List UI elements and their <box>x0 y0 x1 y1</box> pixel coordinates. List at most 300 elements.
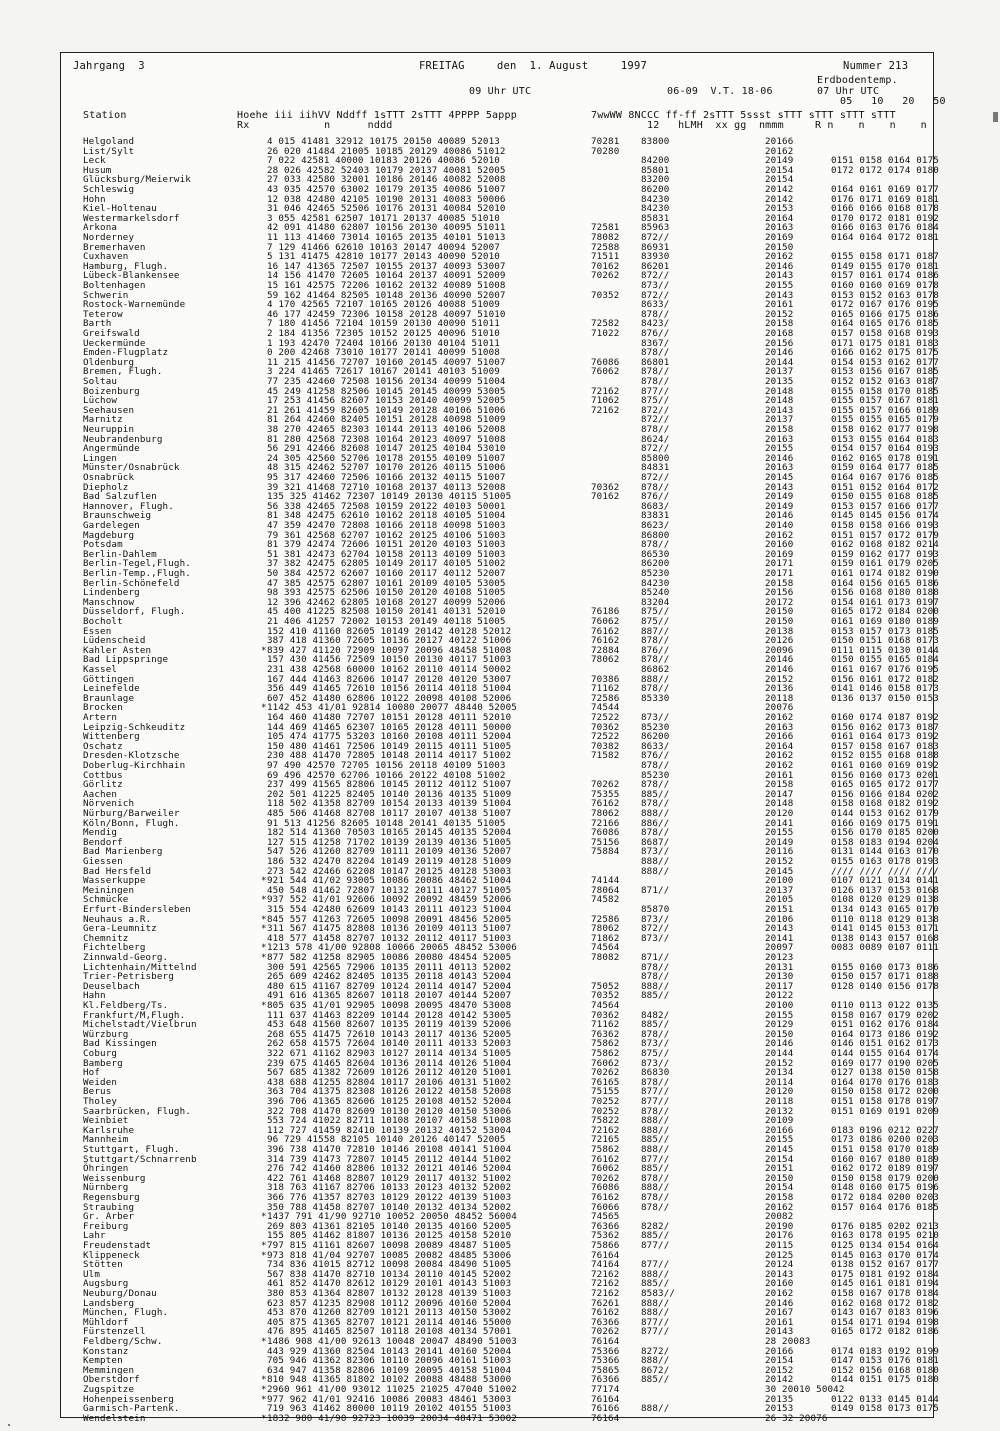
station-name: Leinefelde <box>83 683 140 695</box>
soil-temperatures: 0136 0137 0150 0153 <box>831 692 939 704</box>
min-temperature: 20115 <box>765 1240 794 1251</box>
min-temperature: 20158 <box>765 424 794 435</box>
station-name: Greifswald <box>83 328 140 339</box>
soil-temperatures: 0158 0158 0166 0193 <box>831 520 939 531</box>
station-name: Berlin-Schönefeld <box>83 577 180 589</box>
station-name: Glücksburg/Meierwik <box>83 174 191 186</box>
soil-temperatures: 0156 0170 0185 0200 <box>831 827 939 839</box>
cloud-code: 878// <box>641 827 670 839</box>
synop-group-values: 845 557 41263 72605 10098 20091 48456 52005 <box>267 913 512 925</box>
soil-temperatures: 0158 0167 0179 0202 <box>831 1009 939 1021</box>
min-temperature: 20151 <box>765 904 794 915</box>
cloud-code: 878// <box>641 760 670 771</box>
station-name: Zugspitze <box>83 1384 135 1395</box>
cloud-code: 878// <box>641 539 670 551</box>
station-name: Meiningen <box>83 884 135 896</box>
station-name: Kl.Feldberg/Ts. <box>83 1000 169 1011</box>
synop-group-values: 734 836 41015 82712 10098 20084 48490 51005 <box>267 1259 512 1271</box>
station-name: Gr. Arber <box>83 1211 135 1223</box>
soil-temperatures: 0154 0153 0162 0177 <box>831 356 939 368</box>
soil-temperatures: 0149 0155 0170 0181 <box>831 260 939 272</box>
synop-group-values: 1213 578 41/00 92808 10066 20065 48452 53006 <box>267 942 517 954</box>
min-temperature: 20154 <box>765 164 794 176</box>
synop-group-values: 480 615 41167 82709 10124 20114 40147 52004 <box>267 980 512 992</box>
cloud-code: 888// <box>641 1355 670 1367</box>
min-temperature: 20164 <box>765 212 794 224</box>
cloud-code: 85800 <box>641 452 670 464</box>
station-name: Zinnwald-Georg. <box>83 952 169 963</box>
synop-group-values: 269 803 41361 82105 10140 20135 40160 52005 <box>267 1220 512 1232</box>
soil-temperatures: 0173 0186 0200 0203 <box>831 1134 939 1146</box>
station-name: Boizenburg <box>83 385 140 397</box>
synop-group-values: 273 542 42466 62208 10147 20125 40128 53003 <box>267 865 512 877</box>
min-temperature: 20162 <box>765 145 794 157</box>
weather-code: 75052 <box>591 980 620 992</box>
cloud-code: 872// <box>641 443 670 455</box>
weather-code: 75366 <box>591 1355 620 1367</box>
weather-code: 70362 <box>591 721 620 733</box>
weather-code: 74564 <box>591 1000 620 1011</box>
synop-group-values: 144 469 41465 62307 10165 20128 40111 50000 <box>267 721 512 733</box>
min-temperature: 20131 <box>765 961 794 973</box>
soil-temperatures: 0126 0137 0153 0168 <box>831 884 939 896</box>
station-name: Manschnow <box>83 596 135 608</box>
soil-temperatures: 0111 0115 0130 0144 <box>831 644 939 656</box>
min-temperature: 20100 <box>765 875 794 887</box>
weather-code: 72522 <box>591 712 620 723</box>
synop-group-values: 118 502 41358 82709 10154 20133 40139 51004 <box>267 798 512 810</box>
synop-group-values: 26 020 41484 21005 10185 20129 40086 51012 <box>267 145 506 157</box>
synop-group-values: 973 818 41/04 92707 10085 20082 48485 53006 <box>267 1249 512 1261</box>
synop-group-values: 318 763 41167 82706 10133 20123 40132 52002 <box>267 1182 512 1194</box>
min-temperature: 20076 <box>765 702 794 714</box>
station-name: Tholey <box>83 1096 118 1107</box>
weather-code: 70280 <box>591 145 620 157</box>
station-name: Klippeneck <box>83 1249 140 1261</box>
min-temperature: 30 20010 50042 <box>765 1384 845 1395</box>
weather-code: 71582 <box>591 750 620 762</box>
soil-temperatures: 0164 0170 0176 0183 <box>831 1076 939 1088</box>
cloud-code: 86801 <box>641 356 670 368</box>
soil-temperatures: 0152 0152 0163 0187 <box>831 376 939 387</box>
soil-temperatures: 0153 0155 0164 0183 <box>831 433 939 445</box>
synop-group-values: 12 396 42462 62805 10168 20127 40099 52006 <box>267 596 506 608</box>
station-name: Aachen <box>83 788 118 800</box>
cloud-code: 875// <box>641 616 670 627</box>
station-name: Neuruppin <box>83 424 135 435</box>
soil-temperatures: 0155 0157 0167 0181 <box>831 395 939 407</box>
station-name: Saarbrücken, Flugh. <box>83 1105 191 1117</box>
synop-group-values: 59 162 41464 82505 10148 20136 40090 52007 <box>267 289 506 301</box>
cloud-code: 878// <box>641 1192 670 1203</box>
min-temperature: 20190 <box>765 1220 794 1232</box>
soil-temperatures: 0144 0153 0162 0179 <box>831 808 939 819</box>
synop-group-values: 17 253 41456 82607 10153 20140 40099 52005 <box>267 395 506 407</box>
min-temperature: 20166 <box>765 136 794 147</box>
synop-group-values: 405 875 41365 82707 10121 20114 40146 55000 <box>267 1316 512 1328</box>
station-name: Barth <box>83 318 112 330</box>
station-name: Essen <box>83 625 112 637</box>
soil-temperatures: 0157 0158 0167 0183 <box>831 740 939 752</box>
station-name: Bremen, Flugh. <box>83 366 163 378</box>
weather-code: 78082 <box>591 952 620 963</box>
cloud-code: 878// <box>641 366 670 378</box>
station-name: Oldenburg <box>83 356 135 368</box>
weather-code: 74164 <box>591 1259 620 1271</box>
station-name: Lahr <box>83 1230 106 1242</box>
weather-code: 77174 <box>591 1384 620 1395</box>
cloud-code: 885// <box>641 1278 670 1290</box>
station-name: Bad Hersfeld <box>83 865 152 877</box>
soil-temperatures: 0159 0162 0177 0193 <box>831 548 939 560</box>
synop-group-values: 16 147 41365 72507 10155 20137 40093 53007 <box>267 260 506 272</box>
weather-code: 71511 <box>591 251 620 263</box>
weather-code: 74144 <box>591 875 620 887</box>
cloud-code: 84230 <box>641 577 670 589</box>
station-name: Würzburg <box>83 1028 129 1040</box>
weather-code: 70386 <box>591 673 620 685</box>
weather-code: 72522 <box>591 731 620 743</box>
min-temperature: 20154 <box>765 1182 794 1194</box>
min-temperature: 20137 <box>765 414 794 426</box>
synop-group-values: 27 033 42580 32001 10186 20146 40082 52008 <box>267 174 506 186</box>
cloud-code: 878// <box>641 798 670 810</box>
min-temperature: 20143 <box>765 270 794 282</box>
soil-temperatures: 0131 0144 0163 0170 <box>831 846 939 858</box>
soil-temperatures: 0110 0118 0129 0138 <box>831 913 939 925</box>
soil-temperatures: 0161 0167 0176 0195 <box>831 664 939 675</box>
soil-temperatures: 0145 0161 0181 0194 <box>831 1278 939 1290</box>
station-name: Berus <box>83 1086 112 1098</box>
min-temperature: 20171 <box>765 558 794 570</box>
synop-group-values: 387 418 41360 72605 10136 20127 40122 51006 <box>267 635 512 647</box>
weather-code: 75366 <box>591 1345 620 1357</box>
soil-temperatures: 0161 0164 0173 0192 <box>831 731 939 743</box>
soil-temperatures: 0110 0113 0122 0135 <box>831 1000 939 1011</box>
synop-group-values: 300 591 42565 72906 10135 20111 40113 52002 <box>267 961 512 973</box>
synop-group-values: 839 427 41120 72909 10097 20096 48458 51008 <box>267 644 512 656</box>
station-name: Gera-Leumnitz <box>83 923 157 935</box>
weather-code: 76066 <box>591 1201 620 1213</box>
cloud-code: 877// <box>641 385 670 397</box>
cloud-code: 86200 <box>641 731 670 743</box>
synop-group-values: 4 015 41481 32912 10175 20150 40089 52013 <box>267 136 500 147</box>
station-name: Wasserkuppe <box>83 875 146 887</box>
synop-group-values: 155 805 41462 81807 10136 20125 40158 52010 <box>267 1230 512 1242</box>
cloud-code: 86200 <box>641 184 670 195</box>
synop-group-values: 56 338 42465 72508 10159 20122 40103 50001 <box>267 500 506 512</box>
soil-temperatures: 0158 0162 0177 0198 <box>831 424 939 435</box>
min-temperature: 20160 <box>765 1278 794 1290</box>
weather-code: 76366 <box>591 1316 620 1328</box>
min-temperature: 20152 <box>765 673 794 685</box>
cloud-code: 871// <box>641 952 670 963</box>
synop-group-values: 202 501 41225 82405 10140 20136 40135 51009 <box>267 788 512 800</box>
mountain-station-mark: * <box>261 702 267 714</box>
cloud-code: 8282/ <box>641 1220 670 1232</box>
station-name: Norderney <box>83 232 135 243</box>
min-temperature: 20096 <box>765 644 794 656</box>
min-temperature: 20140 <box>765 520 794 531</box>
min-temperature: 20125 <box>765 1249 794 1261</box>
weather-code: 76165 <box>591 1076 620 1088</box>
station-name: Teterow <box>83 308 123 320</box>
synop-group-values: 45 400 41225 82508 10150 20141 40131 52010 <box>267 606 506 618</box>
min-temperature: 20163 <box>765 721 794 733</box>
synop-group-values: 50 384 42572 62607 10160 20117 40112 52007 <box>267 568 506 579</box>
station-name: Osnabrück <box>83 472 135 483</box>
station-name: Hohenpeissenberg <box>83 1393 174 1405</box>
soil-temperatures: 0155 0155 0165 0179 <box>831 414 939 426</box>
cloud-code: 8583// <box>641 1288 676 1299</box>
synop-group-values: 350 788 41458 82707 10140 20132 40134 52002 <box>267 1201 512 1213</box>
station-name: Coburg <box>83 1048 118 1059</box>
min-temperature: 20172 <box>765 596 794 608</box>
soil-temperatures: 0144 0151 0175 0180 <box>831 1374 939 1386</box>
min-temperature: 20169 <box>765 232 794 243</box>
min-temperature: 20160 <box>765 539 794 551</box>
weather-code: 76261 <box>591 1297 620 1309</box>
min-temperature: 20082 <box>765 1211 794 1223</box>
cloud-code: 878// <box>641 347 670 359</box>
synop-group-values: 15 161 42575 72206 10162 20132 40089 51008 <box>267 280 506 291</box>
weather-code: 72581 <box>591 222 620 234</box>
station-name: Braunlage <box>83 692 135 704</box>
cloud-code: 878// <box>641 1201 670 1213</box>
cloud-code: 85230 <box>641 568 670 579</box>
weather-code: 71062 <box>591 395 620 407</box>
synop-group-values: 268 655 41475 72610 10143 20117 40136 52005 <box>267 1028 512 1040</box>
weather-code: 72586 <box>591 913 620 925</box>
synop-group-values: 167 444 41463 82606 10147 20120 40120 53007 <box>267 673 512 685</box>
cloud-code: 878// <box>641 308 670 320</box>
mountain-station-mark: * <box>261 923 267 935</box>
weather-column-header: 7wwWW 8NCCC ff-ff 2sTTT 5ssst sTTT sTTT sTTT sTTT <box>591 110 896 121</box>
station-name: Ulm <box>83 1268 101 1280</box>
weather-code: 72162 <box>591 1278 620 1290</box>
min-temperature: 20156 <box>765 587 794 599</box>
station-name: Weiden <box>83 1076 118 1088</box>
station-name: Nürnberg <box>83 1182 129 1194</box>
cloud-code: 85330 <box>641 692 670 704</box>
weather-code: 70162 <box>591 491 620 503</box>
cloud-code: 86800 <box>641 529 670 541</box>
station-name: Stuttgart/Schnarrenb <box>83 1153 197 1165</box>
min-temperature: 20162 <box>765 712 794 723</box>
min-temperature: 20155 <box>765 443 794 455</box>
soil-temperatures: 0152 0155 0168 0188 <box>831 750 939 762</box>
soil-temperatures: 0150 0158 0172 0200 <box>831 1086 939 1098</box>
cloud-code: 885// <box>641 1134 670 1146</box>
min-temperature: 20126 <box>765 635 794 647</box>
cloud-code: 8367/ <box>641 337 670 349</box>
min-temperature: 20141 <box>765 817 794 829</box>
synop-group-values: 453 870 41260 82709 10121 20113 40150 53002 <box>267 1307 512 1319</box>
cloud-code: 873// <box>641 1057 670 1069</box>
synop-group-values: 77 235 42460 72508 10156 20134 40099 51004 <box>267 376 506 387</box>
min-temperature: 20135 <box>765 376 794 387</box>
weather-code: 75862 <box>591 1038 620 1050</box>
min-temperature: 20146 <box>765 664 794 675</box>
synop-group-values: 95 317 42460 72506 10166 20132 40115 51007 <box>267 472 506 483</box>
cloud-code: 888// <box>641 673 670 685</box>
cloud-code: 888// <box>641 1297 670 1309</box>
station-name: Frankfurt/M,Flugh. <box>83 1009 186 1021</box>
synop-group-values: 112 727 41459 82410 10139 20132 40152 53004 <box>267 1124 512 1136</box>
synop-group-values: 21 261 41459 82605 10149 20128 40106 51006 <box>267 404 506 416</box>
soil-temperatures: 0159 0161 0179 0205 <box>831 558 939 570</box>
soil-temperatures: 0162 0168 0182 0214 <box>831 539 939 551</box>
cloud-code: 877// <box>641 1326 670 1338</box>
mountain-station-mark: * <box>261 1211 267 1223</box>
min-temperature: 20106 <box>765 913 794 925</box>
station-name: Arkona <box>83 222 118 234</box>
soil-temperatures: 0166 0166 0168 0178 <box>831 203 939 215</box>
weather-code: 74582 <box>591 894 620 906</box>
soil-temperatures: 0151 0158 0170 0189 <box>831 1144 939 1155</box>
cloud-code: 873// <box>641 846 670 858</box>
synop-group-values: 7 022 42581 40000 10183 20126 40086 52010 <box>267 155 500 167</box>
weather-code: 72162 <box>591 1124 620 1136</box>
station-name: Kiel-Holtenau <box>83 203 157 215</box>
station-name: Münster/Osnabrück <box>83 462 180 474</box>
cloud-code: 878// <box>641 481 670 493</box>
soil-temperatures: 0155 0158 0170 0185 <box>831 385 939 397</box>
cloud-code: 878// <box>641 1172 670 1184</box>
mountain-station-mark: * <box>261 894 267 906</box>
soil-temperatures: 0175 0181 0192 0184 <box>831 1268 939 1280</box>
cloud-code: 872// <box>641 923 670 935</box>
weather-code: 70281 <box>591 136 620 147</box>
soil-temperatures: 0169 0177 0190 0205 <box>831 1057 939 1069</box>
station-row <box>61 1414 935 1424</box>
min-temperature: 20150 <box>765 241 794 253</box>
synop-group-values: 231 438 42568 60000 10162 20110 40114 50002 <box>267 664 512 675</box>
station-name: Dresden-Klotzsche <box>83 750 180 762</box>
cloud-code: 878// <box>641 961 670 973</box>
station-name: Köln/Bonn, Flugh. <box>83 817 180 829</box>
min-temperature: 20155 <box>765 280 794 291</box>
soil-temperatures: 0150 0155 0165 0184 <box>831 654 939 666</box>
synop-group-values: 418 577 41458 82707 10132 20112 40117 51003 <box>267 932 512 944</box>
soil-temperatures: 0160 0160 0169 0178 <box>831 280 939 291</box>
min-temperature: 20100 <box>765 1000 794 1011</box>
station-name: Garmisch-Partenk. <box>83 1403 180 1415</box>
cloud-code: 888// <box>641 808 670 819</box>
station-name: Chemnitz <box>83 932 129 944</box>
weather-code: 70262 <box>591 1067 620 1079</box>
weather-code: 72162 <box>591 1288 620 1299</box>
mountain-station-mark: * <box>261 644 267 656</box>
weather-code: 72162 <box>591 1268 620 1280</box>
soil-temperatures: 0160 0167 0180 0189 <box>831 1153 939 1165</box>
station-name: Kahler Asten <box>83 644 152 656</box>
station-name: Stuttgart, Flugh. <box>83 1144 180 1155</box>
weather-code: 74544 <box>591 702 620 714</box>
min-temperature: 20146 <box>765 347 794 359</box>
mountain-station-mark: * <box>261 1393 267 1405</box>
station-name: Freiburg <box>83 1220 129 1232</box>
min-temperature: 20167 <box>765 1307 794 1319</box>
synop-group-values: 135 325 41462 72307 10149 20130 40115 51005 <box>267 491 512 503</box>
soil-temperatures: 0165 0172 0184 0200 <box>831 606 939 618</box>
soil-temperatures: 0156 0161 0172 0182 <box>831 673 939 685</box>
soil-temperatures: 0143 0167 0183 0196 <box>831 1307 939 1319</box>
synop-group-values: 3 055 42581 62507 10171 20137 40085 51010 <box>267 212 500 224</box>
station-name: Neuburg/Donau <box>83 1288 157 1299</box>
synop-group-values: 797 815 41161 82607 10098 20089 48487 51005 <box>267 1240 512 1251</box>
station-name: Giessen <box>83 856 123 867</box>
weather-code: 75862 <box>591 1144 620 1155</box>
min-temperature: 20161 <box>765 769 794 781</box>
synop-column-header: Hoehe iii iihVV Nddff 1sTTT 2sTTT 4PPPP 5appp <box>237 110 517 121</box>
station-name: Bad Lippspringe <box>83 654 169 666</box>
cloud-code: 8624/ <box>641 433 670 445</box>
weather-code: 70262 <box>591 779 620 791</box>
utc07-heading: 07 Uhr UTC <box>817 86 880 97</box>
synop-group-values: 28 026 42582 52403 10179 20137 40081 52005 <box>267 164 506 176</box>
soil-temperatures: 0150 0155 0168 0185 <box>831 491 939 503</box>
cloud-code: 885// <box>641 1374 670 1386</box>
min-temperature: 20155 <box>765 1134 794 1146</box>
weather-code: 74565 <box>591 1211 620 1223</box>
station-name: Neuhaus a.R. <box>83 913 152 925</box>
cloud-code: 875// <box>641 1048 670 1059</box>
synop-group-values: 79 361 42568 62707 10162 20125 40106 51003 <box>267 529 506 541</box>
soil-temperatures: 0158 0167 0178 0184 <box>831 1288 939 1299</box>
min-temperature: 20149 <box>765 491 794 503</box>
weather-code: 76086 <box>591 1182 620 1194</box>
mountain-station-mark: * <box>261 913 267 925</box>
station-name: Nörvenich <box>83 798 135 810</box>
min-temperature: 20137 <box>765 884 794 896</box>
cloud-code: 8683/ <box>641 500 670 512</box>
soil-temperatures: 0158 0168 0182 0192 <box>831 798 939 810</box>
weather-code: 70262 <box>591 1326 620 1338</box>
station-name: Kassel <box>83 664 118 675</box>
station-name: Ueckermünde <box>83 337 146 349</box>
min-temperature: 20164 <box>765 740 794 752</box>
soil-temperatures: //// //// //// //// <box>831 865 939 877</box>
cloud-code: 888// <box>641 1403 670 1415</box>
station-name: Neubrandenburg <box>83 433 163 445</box>
min-temperature: 20148 <box>765 798 794 810</box>
synop-group-values: 42 091 41480 62807 10156 20130 40095 51011 <box>267 222 506 234</box>
min-temperature: 20142 <box>765 184 794 195</box>
cloud-code: 8672/ <box>641 1364 670 1376</box>
soil-temperatures: 0166 0169 0175 0191 <box>831 817 939 829</box>
cloud-code: 888// <box>641 1182 670 1194</box>
min-temperature: 20146 <box>765 260 794 272</box>
synop-group-values: 5 131 41475 42810 10177 20143 40090 52010 <box>267 251 500 263</box>
weather-code: 75865 <box>591 1364 620 1376</box>
cloud-code: 887// <box>641 625 670 637</box>
station-name: Erfurt-Bindersleben <box>83 904 191 915</box>
min-temperature: 20138 <box>765 625 794 637</box>
soil-temperatures: 0164 0173 0186 0192 <box>831 1028 939 1040</box>
min-temperature: 20161 <box>765 1316 794 1328</box>
min-temperature: 20105 <box>765 894 794 906</box>
min-temperature: 20147 <box>765 788 794 800</box>
synop-group-values: 45 249 41258 82506 10145 20145 40099 53005 <box>267 385 506 397</box>
station-name: Lüdenscheid <box>83 635 146 647</box>
synop-group-values: 396 706 41365 82606 10125 20108 40152 52004 <box>267 1096 512 1107</box>
cloud-code: 877// <box>641 1240 670 1251</box>
cloud-code: 878// <box>641 971 670 983</box>
weather-column-subheader: 12 hLMH xx gg nmmm R n n n n <box>591 120 927 131</box>
synop-group-values: 105 474 41775 53203 10160 20108 40111 52004 <box>267 731 512 743</box>
station-name: Magdeburg <box>83 529 135 541</box>
